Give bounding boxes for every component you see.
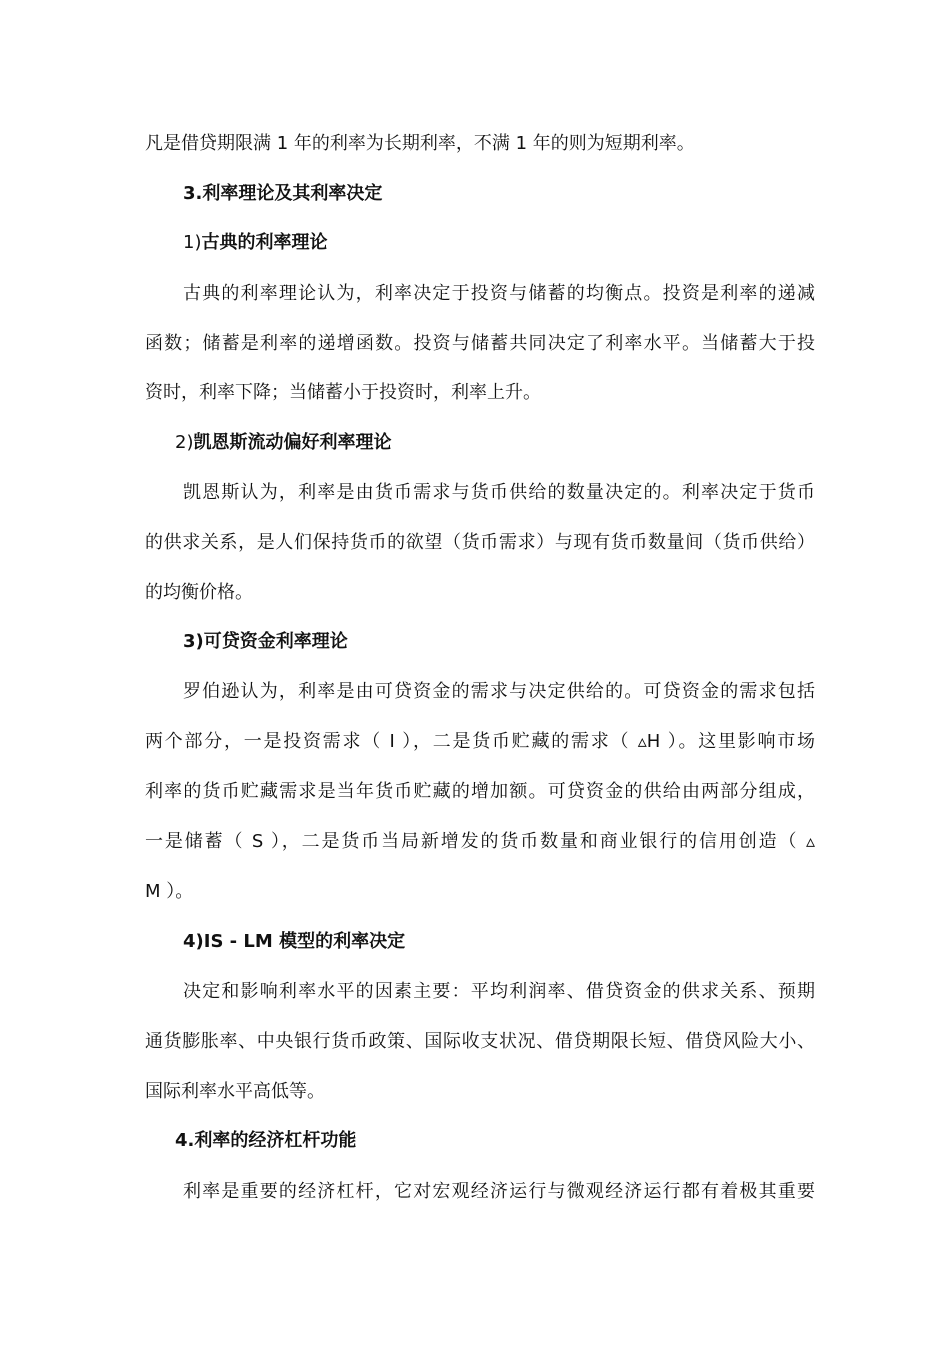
subsection-number: 1) (183, 232, 202, 253)
paragraph-line: 一是储蓄（ S ），二是货币当局新增发的货币数量和商业银行的信用创造（ ▵ (145, 831, 815, 852)
subsection-heading: 3)可贷资金利率理论 (183, 631, 348, 652)
paragraph-line: 古典的利率理论认为，利率决定于投资与储蓄的均衡点。投资是利率的递减 (183, 283, 815, 304)
paragraph-line: 的均衡价格。 (145, 582, 253, 603)
paragraph-line: 资时，利率下降；当储蓄小于投资时，利率上升。 (145, 382, 541, 403)
section-heading: 4.利率的经济杠杆功能 (175, 1130, 357, 1151)
paragraph-line: 函数；储蓄是利率的递增函数。投资与储蓄共同决定了利率水平。当储蓄大于投 (145, 333, 815, 354)
paragraph-line: 利率是重要的经济杠杆，它对宏观经济运行与微观经济运行都有着极其重要 (183, 1181, 815, 1202)
paragraph-line: 利率的货币贮藏需求是当年货币贮藏的增加额。可贷资金的供给由两部分组成， (145, 781, 815, 802)
section-heading: 3.利率理论及其利率决定 (183, 183, 383, 204)
paragraph-line: 凯恩斯认为，利率是由货币需求与货币供给的数量决定的。利率决定于货币 (183, 482, 815, 503)
subsection-title: 古典的利率理论 (201, 232, 328, 253)
paragraph-line: 通货膨胀率、中央银行货币政策、国际收支状况、借贷期限长短、借贷风险大小、 (145, 1031, 815, 1052)
paragraph-line: M ）。 (145, 881, 194, 902)
paragraph-line: 决定和影响利率水平的因素主要：平均利润率、借贷资金的供求关系、预期 (183, 981, 815, 1002)
subsection-heading: 4)IS - LM 模型的利率决定 (183, 931, 406, 952)
subsection-heading (183, 230, 815, 256)
paragraph-line: 国际利率水平高低等。 (145, 1081, 325, 1102)
paragraph-line: 罗伯逊认为，利率是由可贷资金的需求与决定供给的。可贷资金的需求包括 (183, 681, 815, 702)
paragraph-line: 的供求关系，是人们保持货币的欲望（货币需求）与现有货币数量间（货币供给） (145, 532, 815, 553)
paragraph-line: 两个部分，一是投资需求（ I ），二是货币贮藏的需求（ ▵H ）。这里影响市场 (145, 731, 815, 752)
subsection-title: 凯恩斯流动偏好利率理论 (193, 432, 392, 453)
subsection-number: 2) (175, 432, 194, 453)
paragraph-line: 凡是借贷期限满 1 年的利率为长期利率，不满 1 年的则为短期利率。 (145, 133, 695, 154)
subsection-heading (175, 430, 815, 456)
